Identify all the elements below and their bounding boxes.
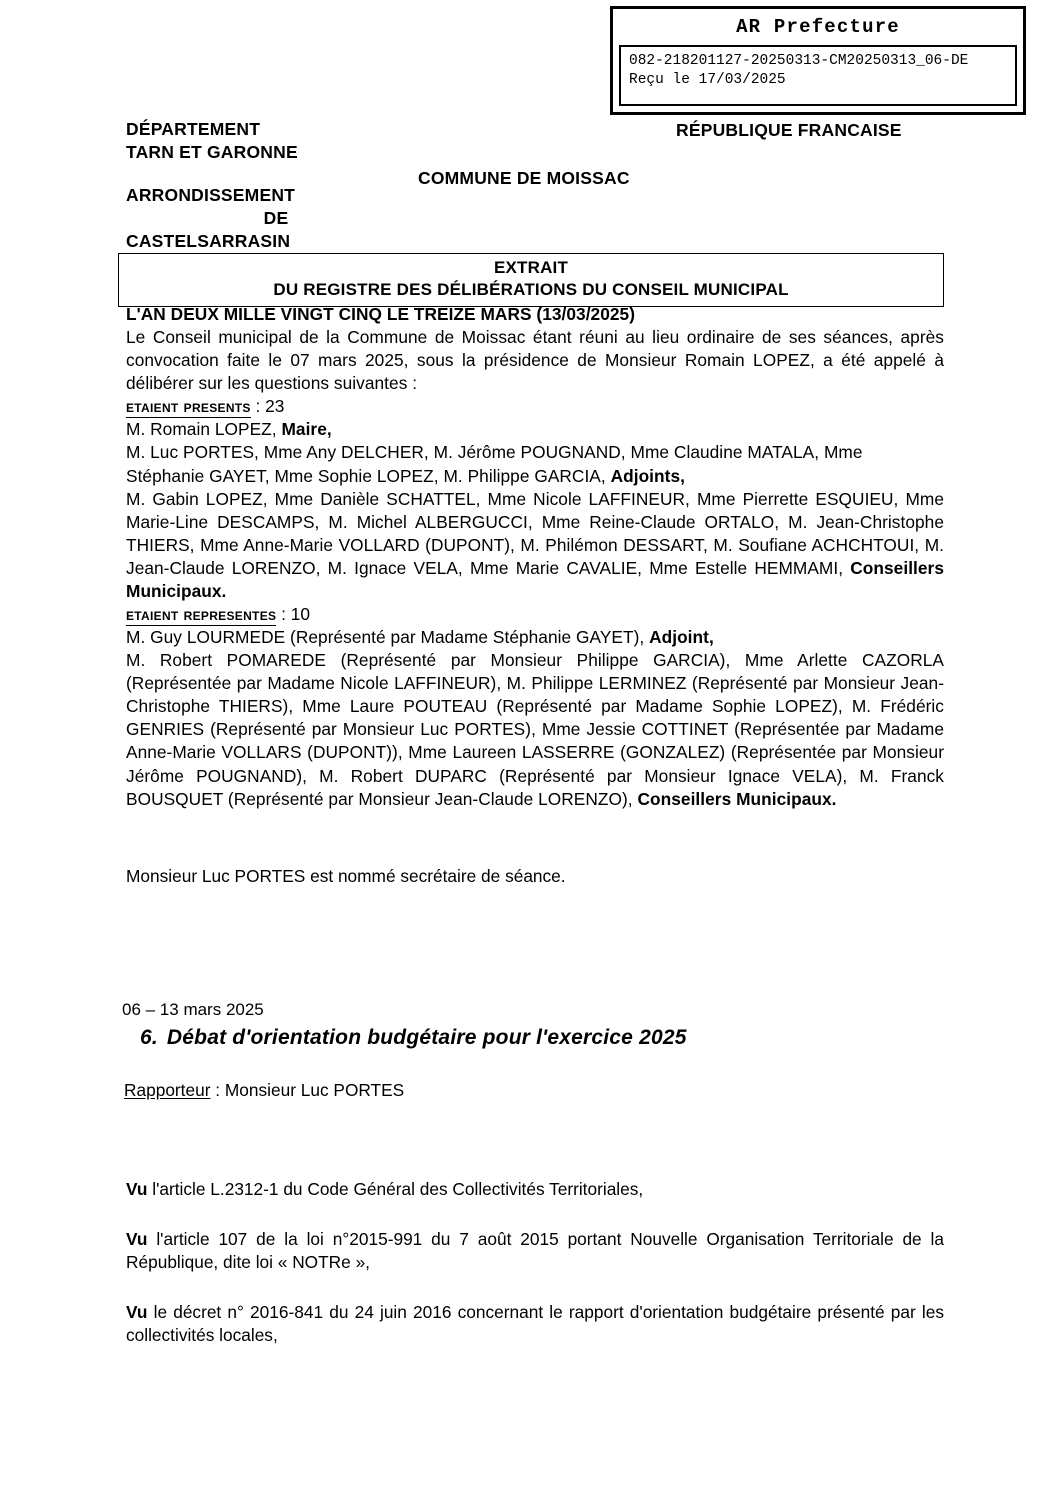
visa-text: l'article 107 de la loi n°2015-991 du 7 août 2015 portant Nouvelle Organisation Territoriale de la République, dite loi « NOTRe », [126,1229,944,1273]
presents-maire-line [126,418,944,441]
visa-text: l'article L.2312-1 du Code Général des Collectivités Territoriales, [147,1179,644,1199]
ar-prefecture-stamp [610,6,1026,115]
presents-adjoints-role: Adjoints, [610,465,685,486]
deliberation-title-text: Débat d'orientation budgétaire pour l'exercice 2025 [166,1026,687,1049]
body-area [126,303,944,811]
represented-conseillers-line [126,649,944,811]
ar-prefecture-details [619,45,1017,106]
arrondissement-de: DE [263,208,289,229]
represented-count: : 10 [276,604,310,625]
visa-item [126,1228,944,1274]
arrondissement-name: CASTELSARRASIN [126,231,291,252]
convocation-paragraph: Le Conseil municipal de la Commune de Moissac étant réuni au lieu ordinaire de ses séances, après convocation faite le 07 mars 2025, sous la présidence de Monsieur Romain LOPEZ, a été appelé à délibérer sur les questions suivantes : [126,327,944,394]
extrait-line-2: DU REGISTRE DES DÉLIBÉRATIONS DU CONSEIL MUNICIPAL [273,280,789,300]
visa-prefix: Vu [126,1229,148,1250]
presents-conseillers-line [126,488,944,603]
visa-text: le décret n° 2016-841 du 24 juin 2016 concernant le rapport d'orientation budgétaire présenté par les collectivités locales, [126,1302,944,1346]
visa-item [126,1301,944,1347]
represented-adjoint-line [126,626,944,649]
visa-item [126,1178,944,1201]
represented-adjoint-name: M. Guy LOURMEDE (Représenté par Madame Stéphanie GAYET), [126,627,650,648]
presents-heading [126,395,944,418]
represented-conseillers-role: Conseillers Municipaux. [637,788,837,809]
rapporteur-label: Rapporteur [124,1080,211,1100]
presents-adjoints-names: M. Luc PORTES, Mme Any DELCHER, M. Jérôme POUGNAND, Mme Claudine MATALA, Mme Stéphanie GAYET, Mme Sophie LOPEZ, M. Philippe GARCIA, [126,442,863,486]
arrondissement-label: ARRONDISSEMENT [126,185,296,206]
deliberation-title [140,1026,687,1050]
ar-reference: 082-218201127-20250313-CM20250313_06-DE [629,52,969,69]
presents-maire-role: Maire, [281,419,332,440]
visa-prefix: Vu [126,1302,148,1323]
republic-heading: RÉPUBLIQUE FRANCAISE [676,120,902,140]
presents-count: : 23 [250,396,285,417]
represented-conseillers-names: M. Robert POMAREDE (Représenté par Monsieur Philippe GARCIA), Mme Arlette CAZORLA (Représentée par Madame Nicole LAFFINEUR), M. Philippe LERMINEZ (Représenté par Monsieur Jean-Christophe THIERS), Mme Laure POUTEAU (Représenté par Madame Sophie LOPEZ), M. Frédéric GENRIES (Représenté par Monsieur Luc PORTES), Mme Jessie COTTINET (Représentée par Madame Anne-Marie VOLLARS (DUPONT)), Mme Laureen LASSERRE (GONZALEZ) (Représentée par Monsieur Jérôme POUGNAND), M. Robert DUPARC (Représenté par Monsieur Ignace VELA), M. Franck BOUSQUET (Représenté par Monsieur Jean-Claude LORENZO), [126,650,944,809]
presents-adjoints-line [126,441,944,487]
rapporteur-line [124,1080,404,1101]
represented-adjoint-role: Adjoint, [649,627,714,648]
secretary-statement: Monsieur Luc PORTES est nommé secrétaire de séance. [126,866,566,886]
session-date-title: L'AN DEUX MILLE VINGT CINQ LE TREIZE MARS (13/03/2025) [126,304,636,324]
extrait-line-1: EXTRAIT [493,258,569,277]
commune-heading: COMMUNE DE MOISSAC [418,168,630,188]
rapporteur-value: : Monsieur Luc PORTES [210,1080,405,1100]
department-name: TARN ET GARONNE [126,142,298,163]
visas-area [126,1178,944,1347]
masthead-spacer [126,164,426,184]
presents-heading-label: etaient presents [126,396,251,417]
department-label: DÉPARTEMENT [126,119,261,139]
visa-prefix: Vu [126,1179,148,1199]
represented-heading-label: etaient representes [126,604,277,625]
deliberation-reference-date: 06 – 13 mars 2025 [122,1000,264,1019]
masthead-left [126,118,426,253]
ar-prefecture-title: AR Prefecture [736,16,900,38]
presents-conseillers-names: M. Gabin LOPEZ, Mme Danièle SCHATTEL, Mme Nicole LAFFINEUR, Mme Pierrette ESQUIEU, Mme Marie-Line DESCAMPS, M. Michel ALBERGUCCI, Mme Reine-Claude ORTALO, M. Jean-Christophe THIERS, Mme Anne-Marie VOLLARD (DUPONT), M. Philémon DESSART, M. Soufiane ACHCHTOUI, M. Jean-Claude LORENZO, M. Ignace VELA, Mme Marie CAVALIE, Mme Estelle HEMMAMI, [126,488,944,578]
deliberation-number: 6. [140,1026,158,1049]
presents-conseillers-role: Conseillers Municipaux. [126,557,944,601]
represented-heading [126,603,944,626]
extrait-box [118,253,944,307]
ar-received-date: Reçu le 17/03/2025 [629,72,786,89]
presents-maire-name: M. Romain LOPEZ, [126,419,282,440]
